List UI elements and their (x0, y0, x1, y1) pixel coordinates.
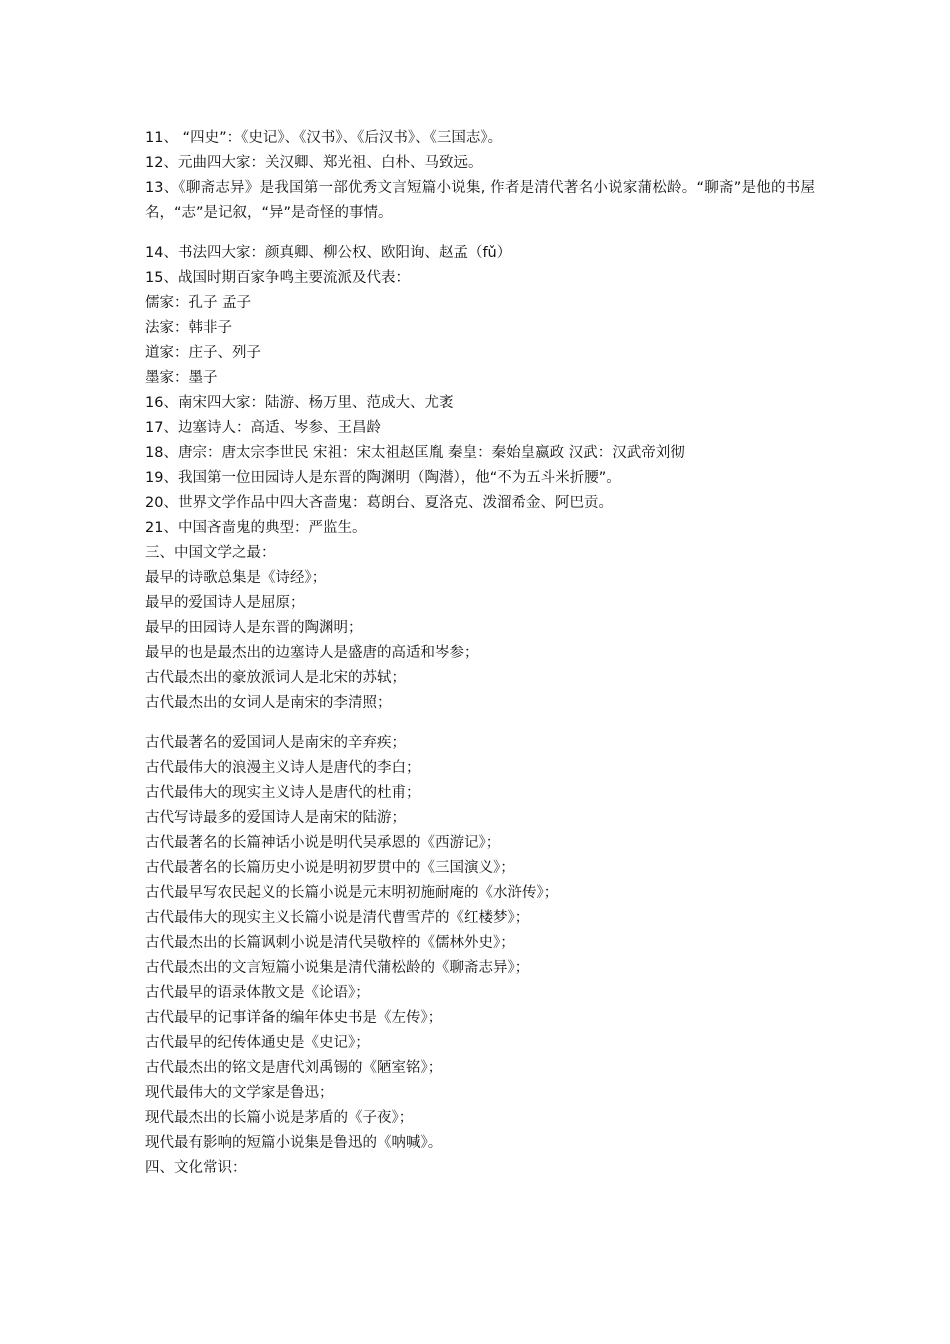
text-line: 古代最早的语录体散文是《论语》； (145, 985, 370, 1001)
document-body (145, 126, 815, 1181)
text-line: 14、书法四大家：颜真卿、柳公权、欧阳询、赵孟（fǔ） (145, 245, 512, 261)
text-line: 古代最早的纪传体通史是《史记》； (145, 1035, 370, 1051)
section-heading: 四、文化常识： (145, 1160, 247, 1176)
text-line: 16、南宋四大家：陆游、杨万里、范成大、尤袤 (145, 395, 454, 411)
text-line: 古代最著名的长篇历史小说是明初罗贯中的《三国演义》； (145, 860, 515, 876)
text-line: 现代最伟大的文学家是鲁迅； (145, 1085, 334, 1101)
text-line: 古代最著名的长篇神话小说是明代吴承恩的《西游记》； (145, 835, 501, 851)
text-line: 古代最杰出的长篇讽刺小说是清代吴敬梓的《儒林外史》； (145, 935, 515, 951)
text-line: 墨家：墨子 (145, 370, 218, 386)
text-line: 最早的爱国诗人是屈原； (145, 595, 305, 611)
text-line: 古代最杰出的铭文是唐代刘禹锡的《陋室铭》； (145, 1060, 443, 1076)
text-line: 21、中国吝啬鬼的典型：严监生。 (145, 520, 367, 536)
paragraph-gap (145, 716, 815, 731)
text-line: 20、世界文学作品中四大吝啬鬼：葛朗台、夏洛克、泼溜希金、阿巴贡。 (145, 495, 613, 511)
text-line: 12、元曲四大家：关汉卿、郑光祖、白朴、马致远。 (145, 155, 483, 171)
section-three (145, 731, 815, 1181)
text-line: 最早的也是最杰出的边塞诗人是盛唐的高适和岑参； (145, 645, 479, 661)
text-line: 古代最著名的爱国词人是南宋的辛弃疾； (145, 735, 406, 751)
text-line: 古代最伟大的现实主义长篇小说是清代曹雪芹的《红楼梦》； (145, 910, 530, 926)
text-line: 古代最伟大的现实主义诗人是唐代的杜甫； (145, 785, 421, 801)
text-line: 现代最有影响的短篇小说集是鲁迅的《呐喊》。 (145, 1135, 443, 1151)
text-line: 道家：庄子、列子 (145, 345, 261, 361)
text-line: 古代写诗最多的爱国诗人是南宋的陆游； (145, 810, 406, 826)
text-line: 18、唐宗：唐太宗李世民 宋祖：宋太祖赵匡胤 秦皇：秦始皇嬴政 汉武：汉武帝刘彻 (145, 445, 685, 461)
section-one (145, 126, 815, 226)
text-line: 最早的田园诗人是东晋的陶渊明； (145, 620, 363, 636)
text-line: 古代最早写农民起义的长篇小说是元末明初施耐庵的《水浒传》； (145, 885, 559, 901)
text-line: 19、我国第一位田园诗人是东晋的陶渊明（陶潜），他“不为五斗米折腰”。 (145, 470, 621, 486)
text-line: 儒家：孔子 孟子 (145, 295, 252, 311)
text-line: 古代最早的记事详备的编年体史书是《左传》； (145, 1010, 443, 1026)
text-line: 古代最杰出的女词人是南宋的李清照； (145, 695, 392, 711)
text-line: 15、战国时期百家争鸣主要流派及代表： (145, 270, 410, 286)
text-line: 古代最伟大的浪漫主义诗人是唐代的李白； (145, 760, 421, 776)
text-line: 最早的诗歌总集是《诗经》； (145, 570, 327, 586)
section-heading: 三、中国文学之最： (145, 545, 276, 561)
text-line: 法家：韩非子 (145, 320, 232, 336)
text-line: 古代最杰出的文言短篇小说集是清代蒲松龄的《聊斋志异》； (145, 960, 530, 976)
text-line: 17、边塞诗人：高适、岑参、王昌龄 (145, 420, 381, 436)
text-line: 11、 “四史”：《史记》、《汉书》、《后汉书》、《三国志》。 (145, 130, 503, 146)
text-line: 古代最杰出的豪放派词人是北宋的苏轼； (145, 670, 406, 686)
section-two (145, 241, 815, 716)
text-paragraph: 13、《聊斋志异》是我国第一部优秀文言短篇小说集, 作者是清代著名小说家蒲松龄。“聊斋”是他的书屋名，“志”是记叙，“异”是奇怪的事情。 (145, 180, 815, 221)
text-line: 现代最杰出的长篇小说是茅盾的《子夜》； (145, 1110, 414, 1126)
paragraph-gap (145, 226, 815, 241)
